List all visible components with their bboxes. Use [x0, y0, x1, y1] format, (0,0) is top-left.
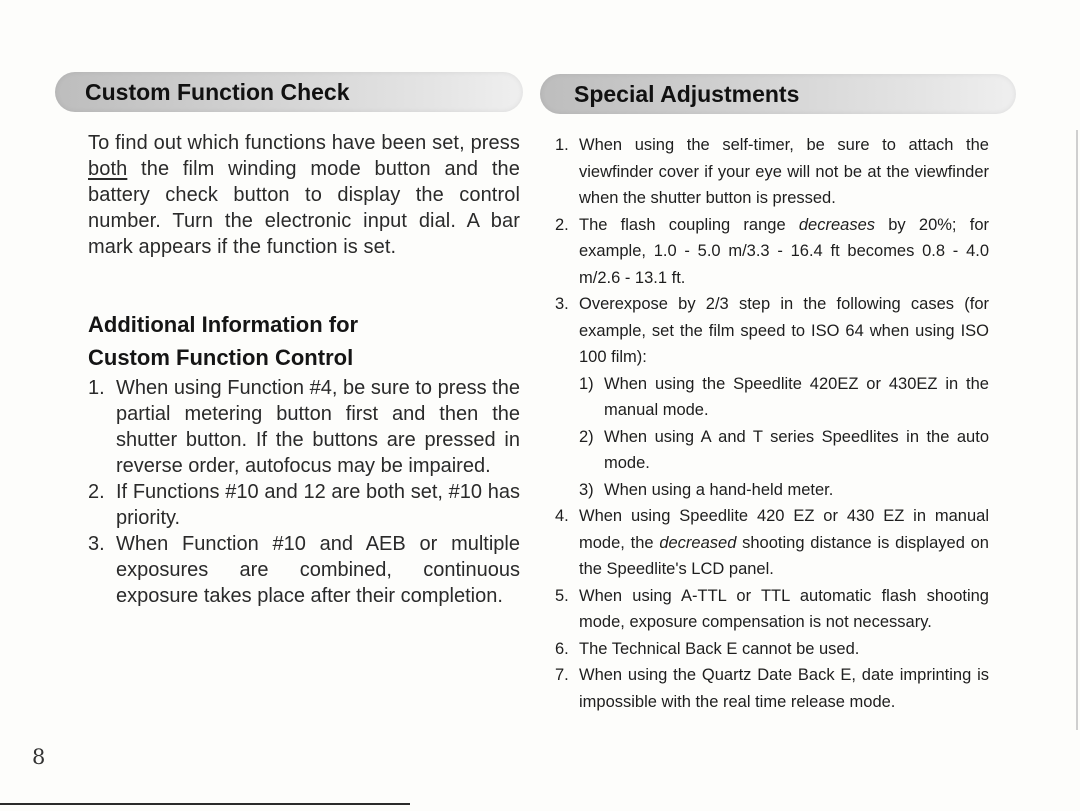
- list-item: [555, 212, 989, 292]
- item-text-end: by 20%; for example, 1.0 - 5.0 m/3.3 - 16.4 ft becomes 0.8 - 4.0 m/2.6 - 13.1 ft.: [579, 215, 989, 287]
- item-text: When using Function #4, be sure to press the partial metering button first and then the shutter button. If the buttons are pressed in reverse order, autofocus may be impaired.: [116, 377, 520, 477]
- list-item: [555, 636, 989, 663]
- item-text-end: shooting distance is displayed on the Speedlite's LCD panel.: [579, 533, 989, 578]
- list-item: [88, 375, 520, 479]
- item-text: The Technical Back E cannot be used.: [579, 639, 860, 658]
- item-number: 4.: [555, 507, 569, 525]
- item-text: When using A-TTL or TTL automatic flash shooting mode, exposure compensation is not necessary.: [579, 586, 989, 631]
- item-number: 6.: [555, 639, 569, 658]
- list-item: [555, 583, 989, 636]
- sub-item-number: 3): [579, 480, 594, 499]
- intro-text-start: To find out which functions have been set, press: [88, 132, 520, 154]
- list-item: [88, 479, 520, 531]
- list-item: [555, 291, 989, 503]
- item-number: 2.: [555, 215, 569, 234]
- item-text-start: When using Speedlite 420 EZ or 430 EZ in manual mode, the: [579, 507, 989, 552]
- item-text: When using the self-timer, be sure to attach the viewfinder cover if your eye will not be at the viewfinder when the shutter button is pressed.: [579, 136, 989, 207]
- sub-list-item: [579, 371, 989, 424]
- item-number: 1.: [88, 377, 105, 399]
- heading-line-1: Additional Information for: [88, 312, 359, 337]
- item-emphasis: decreases: [798, 215, 876, 234]
- sub-list-item: [579, 424, 989, 477]
- sub-item-number: 1): [579, 374, 594, 393]
- sub-item-text: When using a hand-held meter.: [604, 480, 834, 499]
- additional-info-list: [88, 375, 520, 609]
- item-text-start: The flash coupling range: [579, 215, 799, 234]
- sub-list: [579, 371, 989, 504]
- item-number: 3.: [88, 533, 105, 555]
- special-adjustments-banner: [540, 74, 1016, 114]
- page-number: 8: [32, 745, 46, 769]
- item-number: 3.: [555, 295, 569, 313]
- sub-item-text: When using A and T series Speedlites in the auto mode.: [604, 427, 989, 472]
- item-text: When using the Quartz Date Back E, date imprinting is impossible with the real time release mode.: [579, 666, 989, 711]
- banner-title: Special Adjustments: [574, 81, 800, 107]
- item-number: 7.: [555, 666, 569, 684]
- item-number: 2.: [88, 481, 105, 503]
- special-adjustments-list: [555, 132, 989, 715]
- list-item: [555, 503, 989, 583]
- bottom-rule: [0, 803, 410, 805]
- intro-paragraph: [88, 130, 520, 260]
- heading-line-2: Custom Function Control: [88, 345, 354, 370]
- item-text: If Functions #10 and 12 are both set, #10 has priority.: [116, 481, 520, 529]
- list-item: [88, 531, 520, 609]
- item-number: 5.: [555, 586, 569, 605]
- intro-text-end: the film winding mode button and the battery check button to display the control number. Turn the electronic input dial. A bar mark appears if the function is set.: [88, 158, 520, 258]
- intro-underlined-word: both: [88, 158, 128, 180]
- sub-item-text: When using the Speedlite 420EZ or 430EZ in the manual mode.: [604, 374, 989, 419]
- section-heading: [88, 308, 520, 374]
- banner-title: Custom Function Check: [85, 79, 350, 105]
- sub-item-number: 2): [579, 427, 594, 446]
- item-number: 1.: [555, 136, 569, 154]
- list-item: [555, 132, 989, 212]
- item-emphasis: decreased: [659, 533, 737, 552]
- item-text: Overexpose by 2/3 step in the following cases (for example, set the film speed to ISO 64 when using ISO 100 film):: [579, 295, 989, 366]
- custom-function-check-banner: [55, 72, 523, 112]
- item-text: When Function #10 and AEB or multiple exposures are combined, continuous exposure takes place after their completion.: [116, 533, 520, 607]
- sub-list-item: [579, 477, 989, 504]
- page-edge: [1076, 130, 1078, 730]
- list-item: [555, 662, 989, 715]
